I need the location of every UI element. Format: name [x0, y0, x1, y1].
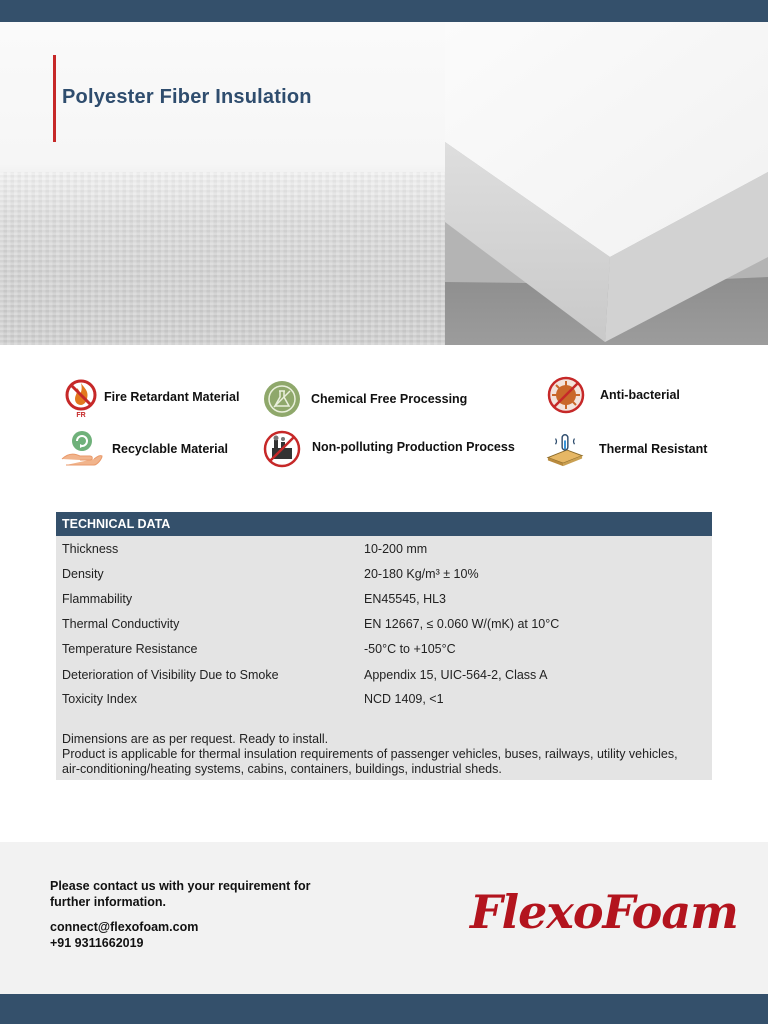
fire-retardant-icon [62, 378, 100, 416]
fiber-texture [0, 172, 445, 345]
anti-bacterial-icon [547, 376, 585, 414]
feature-thermal-resistant [546, 430, 707, 468]
feature-fire-retardant [62, 378, 239, 416]
technical-data-heading: TECHNICAL DATA [56, 512, 712, 536]
spec-value: NCD 1409, <1 [364, 692, 444, 706]
bottom-bar [0, 994, 768, 1024]
feature-anti-bacterial [547, 376, 680, 414]
feature-non-polluting [263, 430, 515, 468]
contact-prompt: further information. [50, 895, 166, 909]
hero-image-right [445, 22, 768, 345]
hero-image-left [0, 22, 445, 345]
spec-name: Temperature Resistance [62, 642, 198, 656]
table-row [56, 692, 712, 712]
contact-info [50, 878, 310, 951]
top-bar [0, 0, 768, 22]
note-line: Dimensions are as per request. Ready to install. [62, 732, 329, 746]
page-title: Polyester Fiber Insulation [62, 86, 312, 108]
technical-notes [62, 732, 707, 777]
contact-email[interactable]: connect@flexofoam.com [50, 920, 199, 934]
table-row [56, 567, 712, 587]
spec-name: Density [62, 567, 104, 581]
feature-chemical-free [263, 380, 467, 418]
feature-label: Thermal Resistant [599, 442, 708, 456]
contact-prompt: Please contact us with your requirement for [50, 879, 311, 893]
spec-value: 20-180 Kg/m³ ± 10% [364, 567, 479, 581]
note-line: air-conditioning/heating systems, cabins, containers, buildings, industrial sheds. [62, 762, 502, 776]
table-row [56, 617, 712, 637]
contact-phone[interactable]: +91 9311662019 [50, 936, 144, 950]
technical-data-panel [56, 512, 712, 780]
spec-value: -50°C to +105°C [364, 642, 456, 656]
table-row [56, 542, 712, 562]
feature-label: Anti-bacterial [600, 388, 680, 402]
feature-label: Fire Retardant Material [104, 390, 240, 404]
thermal-resistant-icon [546, 430, 584, 468]
spec-name: Flammability [62, 592, 133, 606]
spec-value: EN45545, HL3 [364, 592, 447, 606]
chemical-free-icon [263, 380, 301, 418]
brand-logo: FlexoFoam [470, 885, 738, 939]
title-accent-bar [53, 55, 56, 142]
foam-slab-image [445, 22, 768, 345]
feature-recyclable [60, 430, 228, 468]
non-polluting-icon [263, 430, 301, 468]
spec-value: 10-200 mm [364, 542, 428, 556]
fr-badge-text: FR [76, 412, 86, 418]
feature-label: Non-polluting Production Process [312, 439, 515, 454]
spec-name: Toxicity Index [62, 692, 138, 706]
spec-name: Thermal Conductivity [62, 617, 180, 631]
spec-name: Thickness [62, 542, 119, 556]
table-row [56, 592, 712, 612]
spec-name: Deterioration of Visibility Due to Smoke [62, 668, 279, 682]
feature-label: Chemical Free Processing [311, 392, 468, 406]
spec-value: Appendix 15, UIC-564-2, Class A [364, 668, 548, 682]
recyclable-icon [60, 430, 104, 468]
table-row [56, 668, 712, 688]
feature-label: Recyclable Material [112, 442, 229, 456]
note-line: Product is applicable for thermal insulation requirements of passenger vehicles, buses, railways, utility vehicles, [62, 747, 678, 761]
spec-value: EN 12667, ≤ 0.060 W/(mK) at 10°C [364, 617, 560, 631]
table-row [56, 642, 712, 662]
